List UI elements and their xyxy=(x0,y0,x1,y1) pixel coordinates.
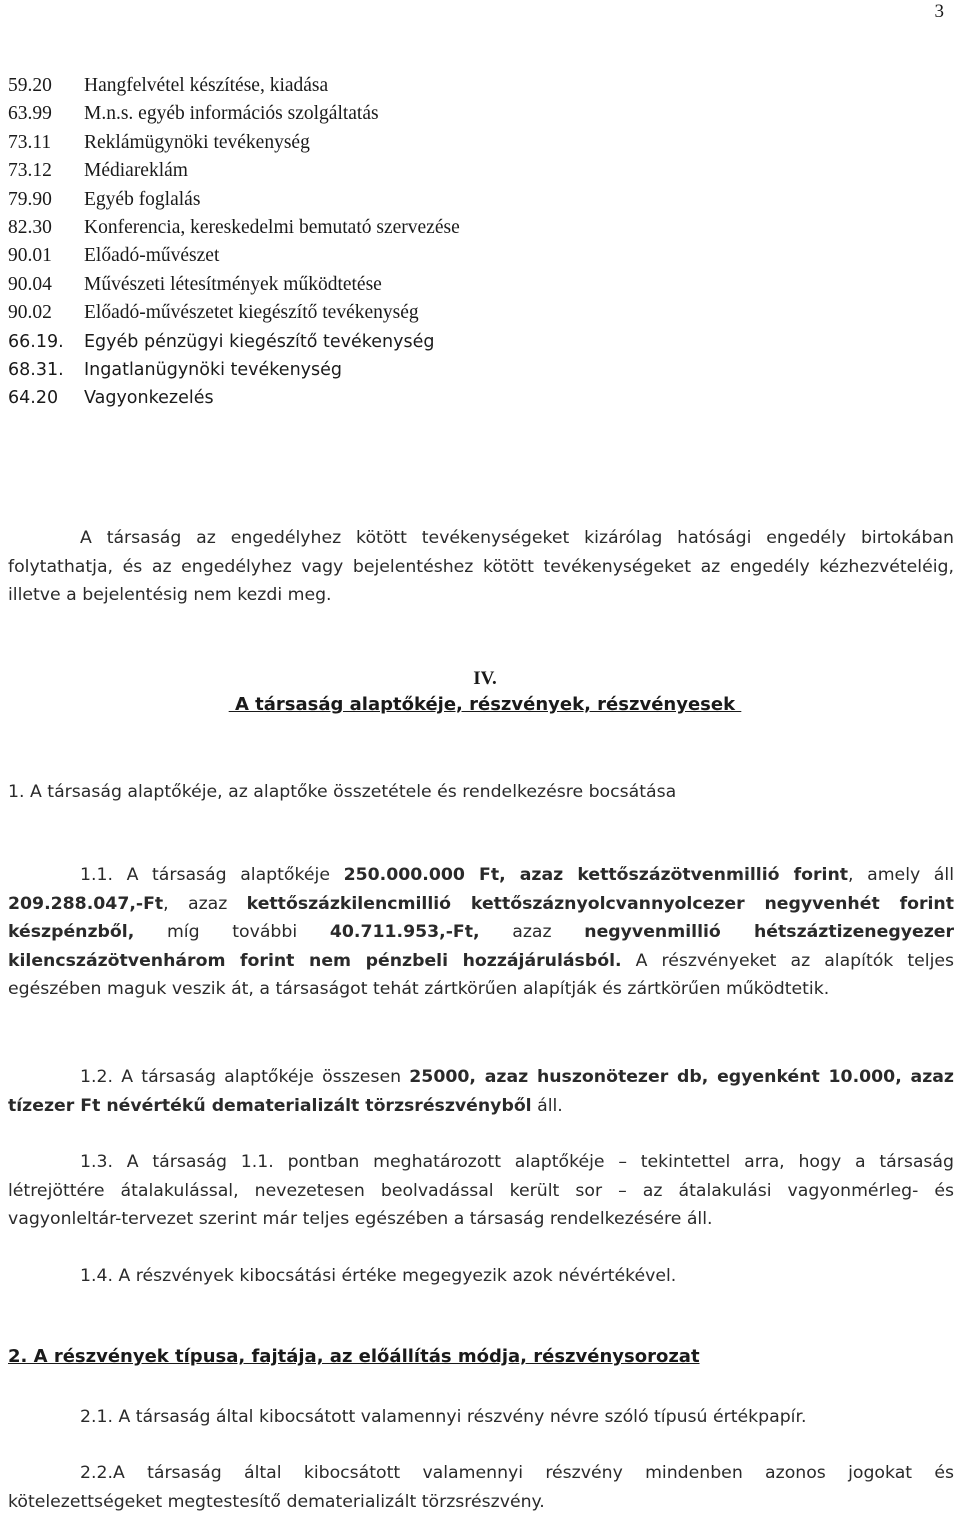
paragraph-1-4-text: 1.4. A részvények kibocsátási értéke megegyezik azok névértékével. xyxy=(80,1266,677,1286)
activity-row xyxy=(8,186,708,214)
section-title-wrap xyxy=(0,694,960,715)
activity-code: 59.20 xyxy=(8,75,52,96)
activity-label: Reklámügynöki tevékenység xyxy=(84,131,310,153)
text-run-bold: negyvenmillió hétszáztizenegyezer kilencszázötvenhárom forint nem pénzbeli hozzájárulásból. xyxy=(8,922,954,971)
text-run: 1.1. A társaság alaptőkéje xyxy=(80,865,344,885)
paragraph-1-2-text xyxy=(8,1063,954,1120)
subsection-1-heading xyxy=(8,778,954,807)
subsection-2-heading: 2. A részvények típusa, fajtája, az előállítás módja, részvénysorozat xyxy=(8,1346,700,1367)
activity-code: 90.01 xyxy=(8,245,52,267)
activity-label: Konferencia, kereskedelmi bemutató szervezése xyxy=(84,216,460,238)
activity-label: Médiareklám xyxy=(84,160,188,182)
text-run-bold: 40.711.953,-Ft, xyxy=(329,922,480,943)
subsection-1-heading-text: 1. A társaság alaptőkéje, az alaptőke összetétele és rendelkezésre bocsátása xyxy=(8,782,677,802)
license-text: A társaság az engedélyhez kötött tevékenységeket kizárólag hatósági engedély birtokában folytathatja, és az engedélyhez vagy bejelentéshez kötött tevékenységeket az engedély kézhezvételéig, illetve a bejelentésig nem kezdi meg. xyxy=(8,528,954,606)
activity-row xyxy=(8,242,708,270)
activity-row xyxy=(8,214,708,242)
page-number: 3 xyxy=(934,1,944,22)
text-run: 1.2. A társaság alaptőkéje összesen xyxy=(80,1067,410,1087)
activity-list xyxy=(8,72,708,413)
activity-row xyxy=(8,384,708,412)
paragraph-1-4 xyxy=(8,1262,954,1291)
paragraph-2-2 xyxy=(8,1459,954,1516)
paragraph-1-3-text: 1.3. A társaság 1.1. pontban meghatározott alaptőkéje – tekintettel arra, hogy a társaság létrejöttére átalakulással, nevezetesen beolvadással került sor – az átalakulási vagyonmérleg- és vagyonleltár-tervezet szerint már teljes egészében a társaság rendelkezésére áll. xyxy=(8,1152,954,1230)
activity-code: 73.12 xyxy=(8,160,52,182)
activity-row xyxy=(8,100,708,128)
activity-label: Vagyonkezelés xyxy=(84,388,214,409)
activity-row xyxy=(8,271,708,299)
activity-row xyxy=(8,328,708,356)
activity-code: 63.99 xyxy=(8,103,52,125)
activity-code: 90.04 xyxy=(8,273,52,295)
activity-code: 79.90 xyxy=(8,188,52,210)
activity-code: 73.11 xyxy=(8,131,52,153)
text-run: A részvényeket az alapítók teljes egészében maguk veszik át, a társaságot tehát zártkörűen alapítják és zártkörűen működtetik. xyxy=(8,950,955,1000)
activity-label: Művészeti létesítmények működtetése xyxy=(84,273,382,295)
section-number: IV. xyxy=(473,668,497,689)
license-paragraph xyxy=(8,524,954,610)
paragraph-2-2-text: 2.2.A társaság által kibocsátott valamennyi részvény mindenben azonos jogokat és kötelezettségeket megtestesítő dematerializált törzsrészvény. xyxy=(8,1463,954,1512)
text-run-bold: 250.000.000 Ft, azaz kettőszázötvenmillió forint xyxy=(343,865,849,885)
activity-row xyxy=(8,356,708,384)
activity-code: 68.31. xyxy=(8,359,64,380)
activity-label: Egyéb pénzügyi kiegészítő tevékenység xyxy=(84,331,435,352)
activity-row xyxy=(8,299,708,327)
activity-row xyxy=(8,72,708,100)
paragraph-1-1 xyxy=(8,861,954,1004)
text-run: míg további xyxy=(134,922,330,943)
paragraph-2-1 xyxy=(8,1403,954,1432)
text-run-bold: 25000, azaz huszonötezer db, egyenként 10.000, azaz tízezer Ft névértékű dematerializált törzsrészvényből xyxy=(8,1067,954,1116)
text-run-bold: kettőszázkilencmillió kettőszáznyolcvannyolcezer negyvenhét forint készpénzből, xyxy=(8,893,954,943)
text-run: , amely áll xyxy=(848,865,954,885)
paragraph-1-2 xyxy=(8,1063,954,1120)
activity-code: 90.02 xyxy=(8,302,52,324)
activity-label: M.n.s. egyéb információs szolgáltatás xyxy=(84,103,379,125)
activity-label: Előadó-művészetet kiegészítő tevékenység xyxy=(84,302,419,324)
activity-code: 64.20 xyxy=(8,388,59,409)
text-run-bold: 209.288.047,-Ft xyxy=(8,893,164,914)
activity-label: Egyéb foglalás xyxy=(84,188,201,210)
section-title: A társaság alaptőkéje, részvények, részvényesek xyxy=(228,694,742,715)
paragraph-1-1-text xyxy=(8,861,954,1004)
activity-row xyxy=(8,157,708,185)
text-run: azaz xyxy=(479,922,585,943)
activity-code: 82.30 xyxy=(8,216,52,238)
text-run: , azaz xyxy=(163,893,247,914)
activity-row xyxy=(8,129,708,157)
paragraph-2-1-text: 2.1. A társaság által kibocsátott valamennyi részvény névre szóló típusú értékpapír. xyxy=(80,1407,807,1427)
paragraph-1-3 xyxy=(8,1148,954,1234)
activity-label: Ingatlanügynöki tevékenység xyxy=(84,359,343,380)
activity-code: 66.19. xyxy=(8,331,64,352)
activity-label: Előadó-művészet xyxy=(84,245,220,267)
activity-label: Hangfelvétel készítése, kiadása xyxy=(84,75,329,96)
text-run: áll. xyxy=(531,1095,563,1116)
